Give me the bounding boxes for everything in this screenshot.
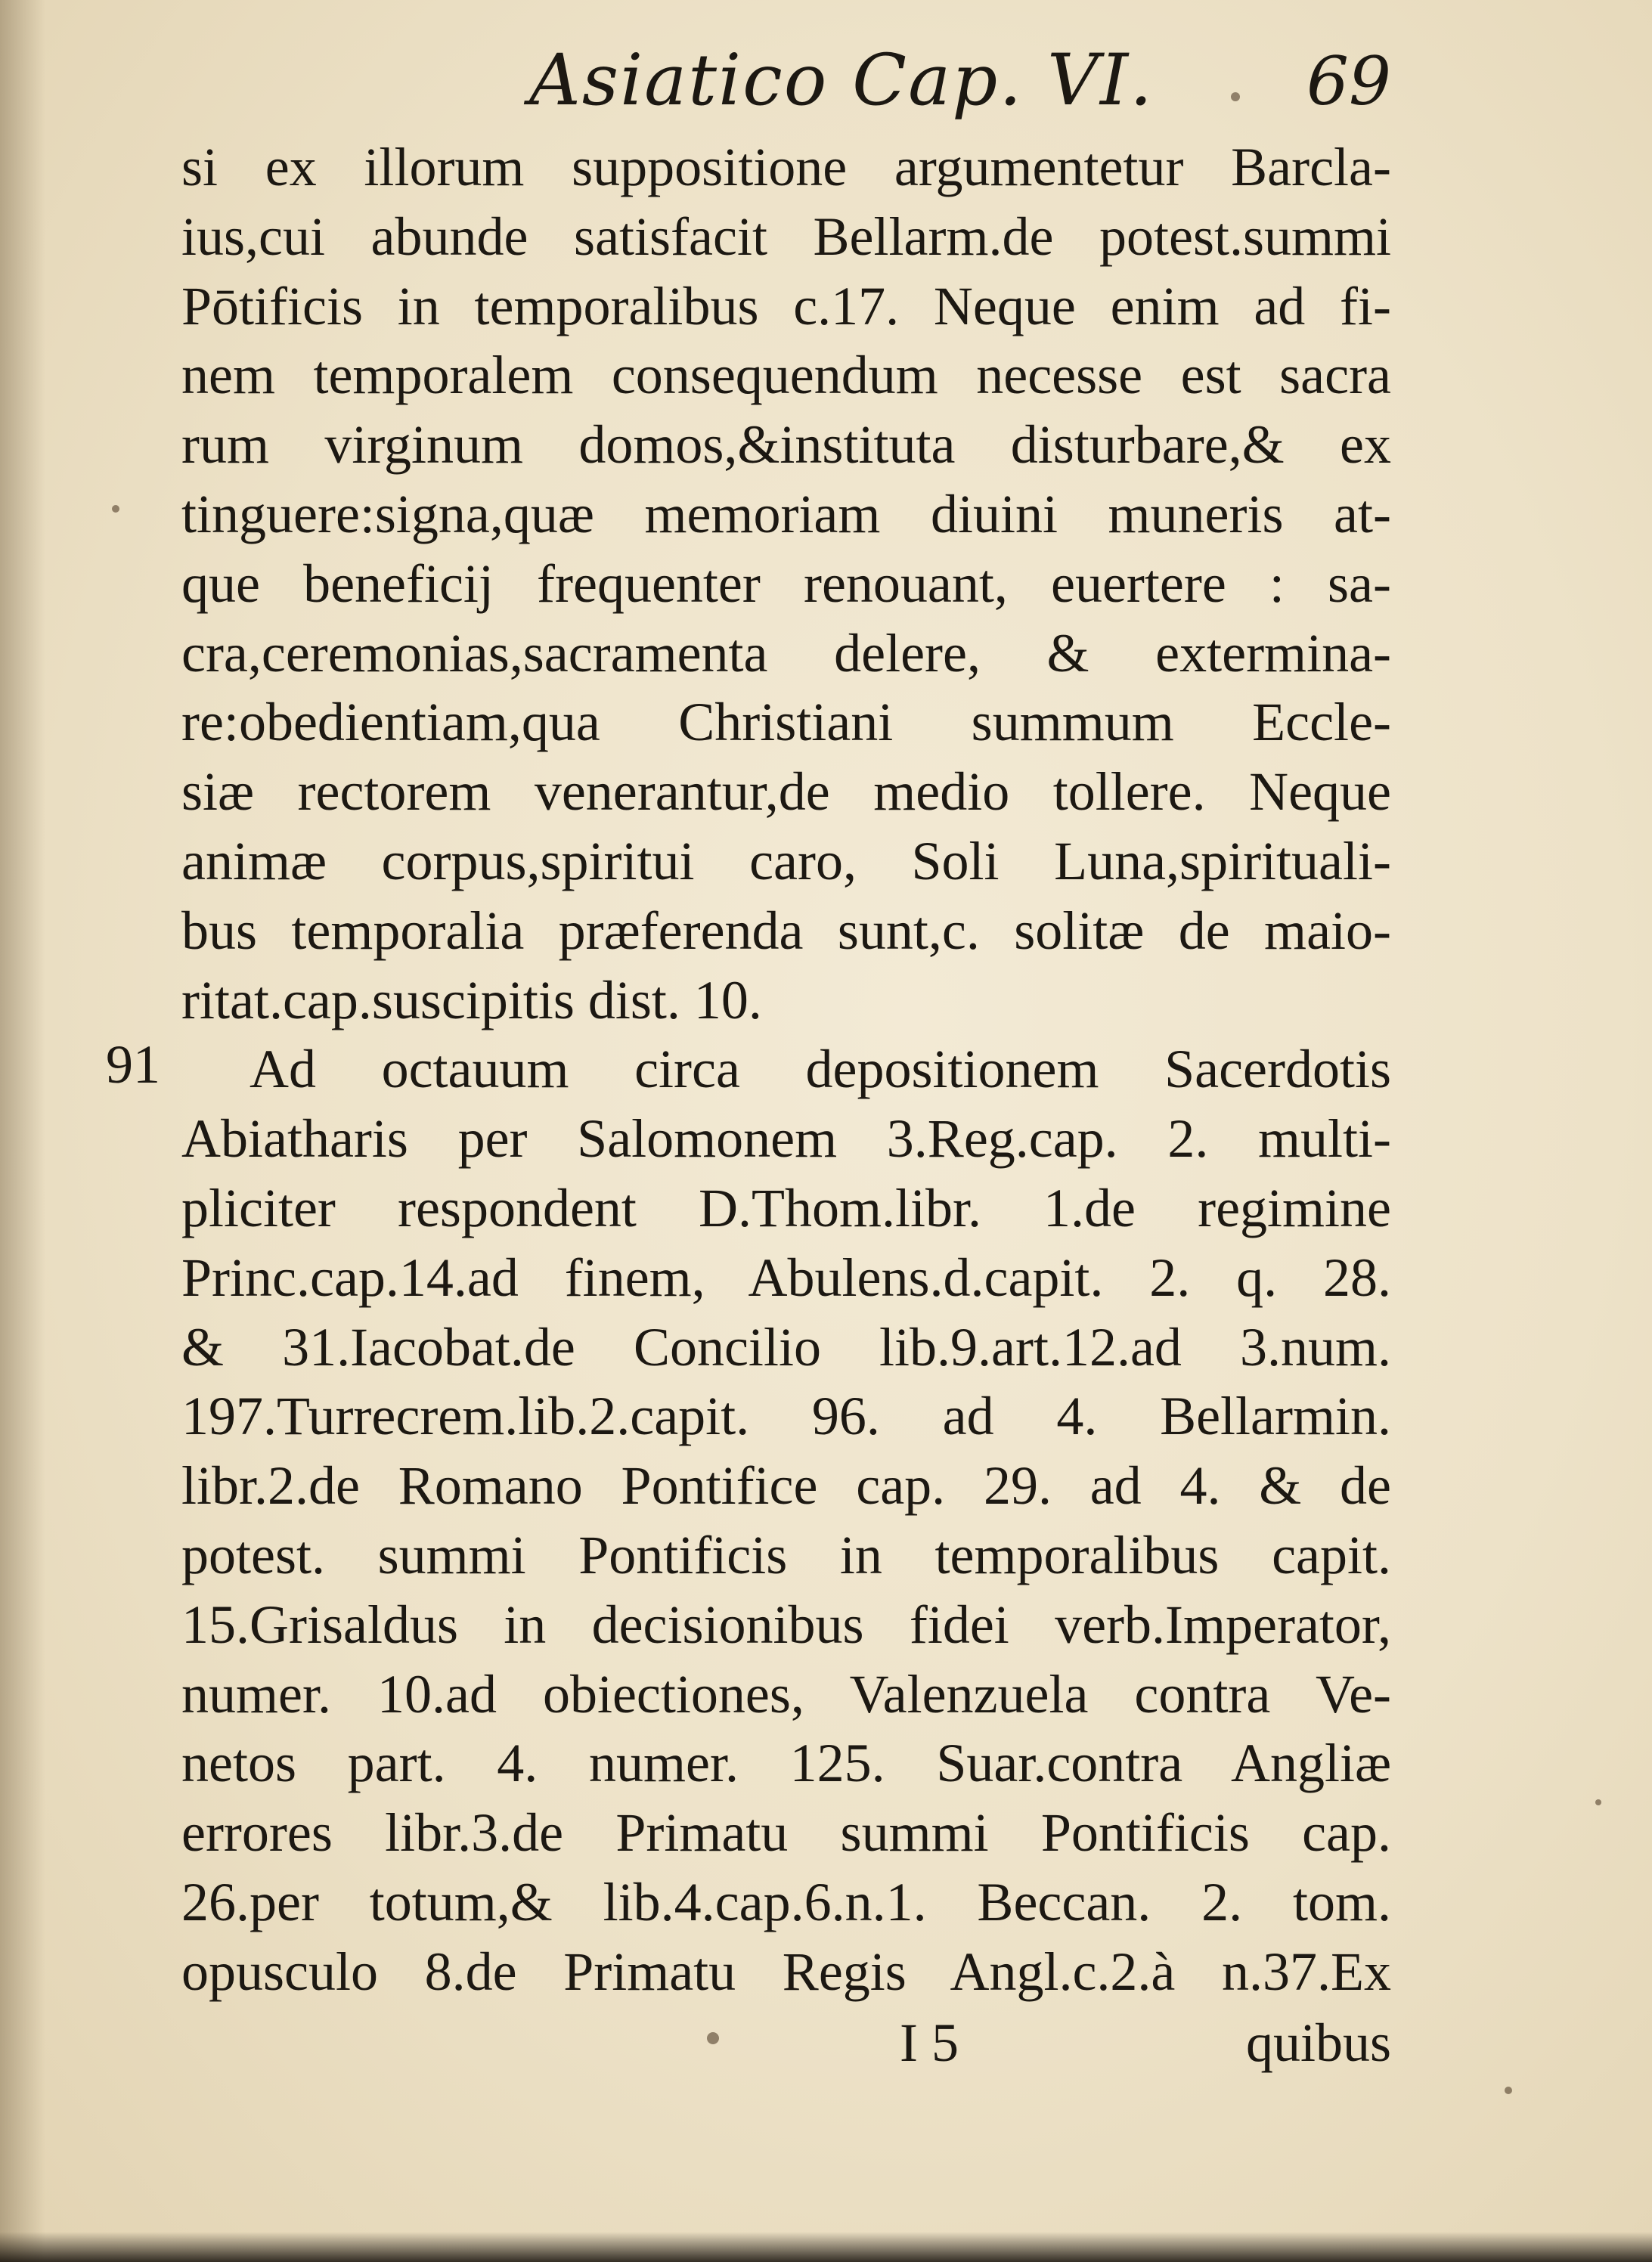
- text-line: ritat.cap.suscipitis dist. 10.: [181, 969, 762, 1030]
- text-line: re:obedientiam,qua Christiani summum Eccle-: [181, 692, 1391, 753]
- text-line: Princ.cap.14.ad finem, Abulens.d.capit. 2. q. 28.: [181, 1247, 1391, 1308]
- body-text: [181, 133, 1391, 2007]
- paper-speck: [112, 505, 119, 513]
- text-line: 15.Grisaldus in decisionibus fidei verb.Imperator,: [181, 1594, 1391, 1655]
- text-line: bus temporalia præferenda sunt,c. solitæ de maio-: [181, 900, 1391, 961]
- catchword: quibus: [1245, 2013, 1391, 2073]
- page-header: [181, 32, 1391, 130]
- text-line: libr.2.de Romano Pontifice cap. 29. ad 4. & de: [181, 1455, 1391, 1517]
- text-line: animæ corpus,spiritui caro, Soli Luna,spirituali-: [181, 830, 1391, 891]
- text-line: Abiatharis per Salomonem 3.Reg.cap. 2. multi-: [181, 1108, 1391, 1170]
- text-line: Pōtificis in temporalibus c.17. Neque enim ad fi-: [181, 275, 1391, 336]
- text-line: & 31.Iacobat.de Concilio lib.9.art.12.ad 3.num.: [181, 1316, 1391, 1377]
- text-line: opusculo 8.de Primatu Regis Angl.c.2.à n.37.Ex: [181, 1941, 1391, 2002]
- page-footer: [181, 2008, 1391, 2091]
- text-line: siæ rectorem venerantur,de medio tollere. Neque: [181, 761, 1391, 823]
- page-number: 69: [1306, 42, 1391, 120]
- paper-speck: [1231, 92, 1240, 101]
- paper-speck: [1595, 1799, 1601, 1805]
- text-line: cra,ceremonias,sacramenta delere, & extermina-: [181, 622, 1391, 683]
- page-bottom-edge: [0, 2232, 1652, 2262]
- text-line: potest. summi Pontificis in temporalibus capit.: [181, 1524, 1391, 1585]
- gutter-shadow: [0, 0, 45, 2262]
- text-line: errores libr.3.de Primatu summi Pontificis cap.: [181, 1802, 1391, 1864]
- text-line: Ad octauum circa depositionem Sacerdotis: [250, 1039, 1391, 1100]
- text-line: rum virginum domos,&instituta disturbare,& ex: [181, 414, 1391, 476]
- text-line: tinguere:signa,quæ memoriam diuini muneris at-: [181, 483, 1391, 544]
- text-line: nem temporalem consequendum necesse est sacra: [181, 345, 1391, 406]
- running-title: Asiatico Cap. VI.: [529, 39, 1154, 122]
- text-line: netos part. 4. numer. 125. Suar.contra Angliæ: [181, 1733, 1391, 1794]
- text-line: 197.Turrecrem.lib.2.capit. 96. ad 4. Bellarmin.: [181, 1386, 1391, 1447]
- text-line: numer. 10.ad obiectiones, Valenzuela contra Ve-: [181, 1663, 1391, 1724]
- paper-speck: [707, 2032, 719, 2044]
- paper-speck: [1505, 2087, 1512, 2094]
- text-line: pliciter respondent D.Thom.libr. 1.de regimine: [181, 1177, 1391, 1238]
- margin-paragraph-number: 91: [106, 1034, 160, 1095]
- text-line: que beneficij frequenter renouant, euertere : sa-: [181, 553, 1391, 614]
- text-line: si ex illorum suppositione argumentetur Barcla-: [181, 137, 1391, 197]
- text-line: 26.per totum,& lib.4.cap.6.n.1. Beccan. 2. tom.: [181, 1871, 1391, 1932]
- signature-mark: I 5: [900, 2013, 959, 2073]
- text-line: ius,cui abunde satisfacit Bellarm.de potest.summi: [181, 206, 1391, 267]
